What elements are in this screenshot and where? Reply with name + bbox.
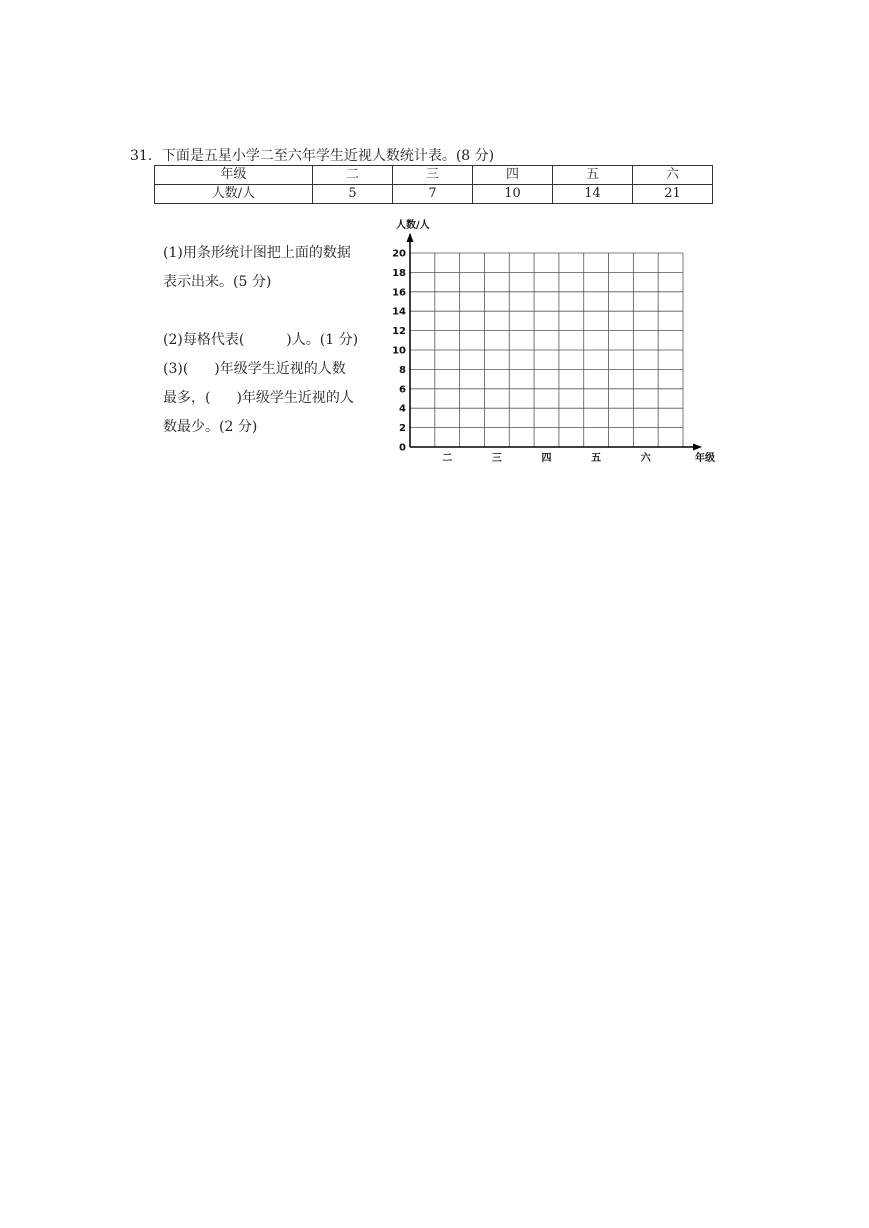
y-tick-label: 6	[399, 384, 406, 396]
grade-cell: 四	[473, 166, 553, 185]
count-cell: 10	[473, 185, 553, 204]
x-tick-label: 六	[640, 453, 651, 464]
table-row-count	[155, 185, 713, 204]
subquestion-3-prefix: (3)(	[163, 361, 189, 377]
grade-cell: 六	[633, 166, 713, 185]
subquestion-3-suffix: )年级学生近视的人数	[214, 361, 346, 377]
y-axis-arrow-icon	[407, 233, 414, 242]
subquestion-3-line2	[163, 383, 354, 413]
grade-cell: 五	[553, 166, 633, 185]
x-tick-label: 四	[541, 453, 552, 464]
stats-table	[154, 165, 713, 204]
grade-cell: 二	[313, 166, 393, 185]
count-cell: 14	[553, 185, 633, 204]
y-tick-label: 0	[399, 442, 406, 454]
grade-cell: 三	[393, 166, 473, 185]
y-tick-label: 10	[392, 345, 406, 357]
subquestion-2-prefix: (2)每格代表(	[163, 332, 245, 348]
subquestion-1-line1: (1)用条形统计图把上面的数据	[163, 245, 351, 261]
x-tick-label: 二	[442, 453, 453, 464]
count-cell: 7	[393, 185, 473, 204]
question-title: 31．下面是五星小学二至六年学生近视人数统计表。(8 分)	[130, 148, 495, 164]
subquestion-3-line2-suffix: )年级学生近视的人	[236, 390, 354, 406]
y-tick-label: 16	[392, 287, 406, 299]
subquestion-3-line3: 数最少。(2 分)	[163, 419, 258, 435]
subquestion-3-line2-prefix: 最多，(	[163, 390, 211, 406]
subquestion-2	[163, 325, 358, 355]
subquestion-1-line2: 表示出来。(5 分)	[163, 274, 272, 290]
y-tick-label: 14	[392, 306, 406, 318]
y-axis-title: 人数/人	[396, 220, 430, 231]
y-tick-label: 18	[392, 267, 406, 279]
x-tick-label: 五	[591, 453, 602, 464]
table-header-grade: 年级	[155, 166, 313, 185]
count-cell: 5	[313, 185, 393, 204]
y-tick-label: 20	[392, 248, 406, 260]
y-tick-label: 2	[399, 423, 406, 435]
x-axis-arrow-icon	[693, 444, 702, 451]
y-tick-label: 12	[392, 326, 406, 338]
table-row-grade	[155, 166, 713, 185]
x-axis-title: 年级	[695, 453, 715, 464]
y-tick-label: 4	[399, 403, 406, 415]
x-tick-label: 三	[491, 453, 502, 464]
y-tick-label: 8	[399, 364, 406, 376]
count-cell: 21	[633, 185, 713, 204]
subquestion-3-line1	[163, 354, 346, 384]
bar-chart-grid	[380, 210, 730, 470]
table-header-count: 人数/人	[155, 185, 313, 204]
subquestion-2-suffix: )人。(1 分)	[286, 332, 359, 348]
